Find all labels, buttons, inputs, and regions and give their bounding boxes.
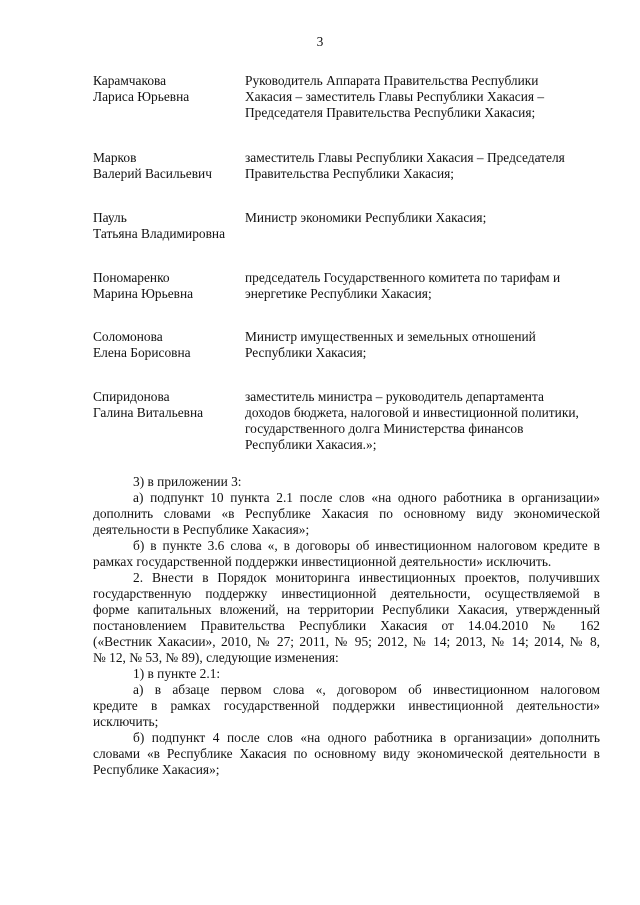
text-line: дополнить словами «в Республике Хакасия по основному виду экономической — [93, 506, 600, 521]
paragraph — [93, 538, 600, 570]
position-line: Правительства Республики Хакасия; — [245, 166, 454, 181]
text-line: № 12, № 53, № 89), следующие изменения: — [93, 650, 339, 665]
text-line: деятельности в Республике Хакасия»; — [93, 522, 310, 537]
amendments-text — [93, 474, 600, 778]
paragraph — [93, 730, 600, 778]
position-line: Хакасия – заместитель Главы Республики Хакасия – — [245, 89, 545, 104]
member-surname: Соломонова — [93, 329, 163, 344]
member-position — [245, 73, 595, 121]
member-surname: Пауль — [93, 210, 127, 225]
position-line: Республики Хакасия.»; — [245, 437, 377, 452]
member-surname: Марков — [93, 150, 137, 165]
member-name — [93, 150, 243, 182]
paragraph — [93, 570, 600, 666]
text-line: 2. Внести в Порядок мониторинга инвестиционных проектов, получивших — [133, 570, 600, 585]
member-given-names: Татьяна Владимировна — [93, 226, 226, 241]
position-line: председатель Государственного комитета по тарифам и — [245, 270, 561, 285]
member-surname: Пономаренко — [93, 270, 170, 285]
member-given-names: Елена Борисовна — [93, 345, 191, 360]
member-name — [93, 210, 243, 242]
paragraph — [93, 490, 600, 538]
text-line: б) в пункте 3.6 слова «, в договоры об инвестиционном налоговом кредите в — [133, 538, 600, 553]
member-name — [93, 329, 243, 361]
position-line: Министр экономики Республики Хакасия; — [245, 210, 487, 225]
member-name — [93, 73, 243, 105]
member-surname: Спиридонова — [93, 389, 170, 404]
paragraph — [93, 474, 600, 490]
position-line: энергетике Республики Хакасия; — [245, 286, 432, 301]
text-line: б) подпункт 4 после слов «на одного работника в организации» дополнить — [133, 730, 600, 745]
member-position — [245, 210, 595, 226]
paragraph — [93, 666, 600, 682]
page-number: 3 — [316, 34, 324, 49]
paragraph — [93, 682, 600, 730]
text-line: а) в абзаце первом слова «, договором об инвестиционном налоговом — [133, 682, 600, 697]
member-given-names: Лариса Юрьевна — [93, 89, 190, 104]
text-line: кредите в рамках государственной поддержки инвестиционной деятельности» — [93, 698, 600, 713]
member-name — [93, 270, 243, 302]
text-line: а) подпункт 10 пункта 2.1 после слов «на одного работника в организации» — [133, 490, 600, 505]
text-line: 1) в пункте 2.1: — [133, 666, 221, 681]
text-line: постановлением Правительства Республики Хакасия от 14.04.2010 № 162 — [93, 618, 600, 633]
member-position — [245, 270, 595, 302]
text-line: исключить; — [93, 714, 159, 729]
text-line: государственную поддержку инвестиционной деятельности, осуществляемой в — [93, 586, 600, 601]
text-line: форме капитальных вложений, на территории Республики Хакасия, утвержденный — [93, 602, 600, 617]
member-given-names: Галина Витальевна — [93, 405, 204, 420]
text-line: рамках государственной поддержки инвестиционной деятельности» исключить. — [93, 554, 552, 569]
position-line: заместитель Главы Республики Хакасия – Председателя — [245, 150, 565, 165]
member-position — [245, 389, 595, 453]
position-line: Председателя Правительства Республики Хакасия; — [245, 105, 536, 120]
member-given-names: Марина Юрьевна — [93, 286, 194, 301]
member-position — [245, 329, 595, 361]
position-line: Республики Хакасия; — [245, 345, 367, 360]
text-line: словами «в Республике Хакасия по основному виду экономической деятельности в — [93, 746, 600, 761]
text-line: Республике Хакасия»; — [93, 762, 220, 777]
member-name — [93, 389, 243, 421]
member-given-names: Валерий Васильевич — [93, 166, 212, 181]
member-position — [245, 150, 595, 182]
position-line: государственного долга Министерства финансов — [245, 421, 524, 436]
position-line: Руководитель Аппарата Правительства Республики — [245, 73, 539, 88]
position-line: Министр имущественных и земельных отношений — [245, 329, 536, 344]
position-line: заместитель министра – руководитель департамента — [245, 389, 544, 404]
text-line: 3) в приложении 3: — [133, 474, 242, 489]
text-line: («Вестник Хакасии», 2010, № 27; 2011, № 95; 2012, № 14; 2013, № 14; 2014, № 8, — [93, 634, 600, 649]
member-surname: Карамчакова — [93, 73, 167, 88]
position-line: доходов бюджета, налоговой и инвестиционной политики, — [245, 405, 579, 420]
